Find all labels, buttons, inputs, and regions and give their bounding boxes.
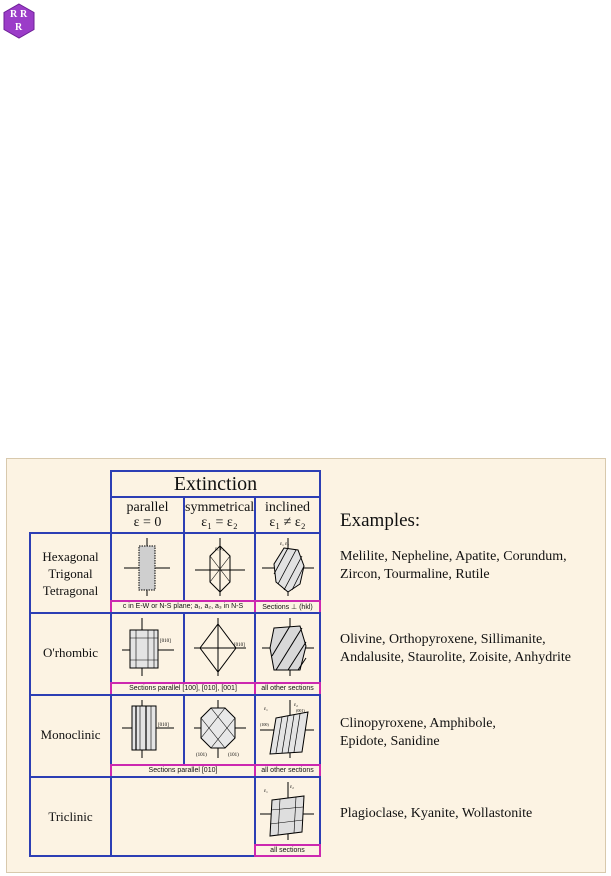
logo-hexagon-icon [3, 3, 35, 39]
sketch-label: ε₂ [294, 703, 298, 708]
sketch-hex-inclined [260, 536, 316, 598]
logo-letter: R [15, 22, 23, 33]
caption-text: all sections [270, 847, 305, 854]
logo-letter: R [10, 9, 18, 20]
sketch-mono-parallel [120, 698, 176, 760]
table-title-cell [110, 470, 321, 498]
caption-text: c in E-W or N-S plane; a₁, a₂, a₃ in N-S [122, 603, 244, 610]
column-formula: ε = 0 [133, 515, 162, 530]
sketch-label: ε₁ ε₂ [280, 542, 289, 547]
caption-text: all other sections [261, 767, 314, 774]
examples-line: Plagioclase, Kyanite, Wollastonite [340, 806, 533, 821]
sketch-label: ε₁ ε₂ [215, 547, 224, 552]
table-title: Extinction [173, 473, 258, 495]
examples-line: Olivine, Orthopyroxene, Sillimanite, [340, 632, 546, 647]
sketch-mono-inclined [258, 698, 316, 760]
row-label-hexagonal [29, 532, 112, 614]
sketch-tri-inclined [258, 780, 316, 842]
column-formula: ε₁ ≠ ε₂ [269, 515, 306, 530]
examples-hexagonal [340, 548, 567, 584]
examples-monoclinic [340, 715, 496, 751]
column-header-parallel [110, 496, 185, 534]
sketch-mono-symmetrical [192, 698, 248, 760]
sketch-orth-parallel [120, 616, 176, 678]
examples-line: Zircon, Tourmaline, Rutile [340, 567, 490, 582]
row-label-orhombic [29, 612, 112, 696]
examples-title: Examples: [340, 510, 421, 531]
row-label-line: Tetragonal [42, 583, 99, 598]
sketch-label: [010] [158, 723, 169, 728]
examples-triclinic [340, 805, 532, 823]
column-header-inclined [254, 496, 321, 534]
column-header-symmetrical [183, 496, 256, 534]
sketch-label: [010] [160, 639, 171, 644]
sketch-label: ε₁ [264, 789, 268, 794]
cell-tri-empty [110, 776, 256, 857]
examples-line: Andalusite, Staurolite, Zoisite, Anhydrite [340, 650, 571, 665]
sketch-label: (101) [228, 753, 239, 758]
column-name: inclined [264, 500, 311, 515]
row-label-triclinic [29, 776, 112, 857]
row-label-line: Triclinic [48, 809, 93, 824]
sketch-label: (101) [196, 753, 207, 758]
sketch-orth-symmetrical [192, 616, 248, 678]
sketch-label: [010] [234, 643, 245, 648]
sketch-label: ε₂ [290, 785, 294, 790]
sketch-label: (001) [296, 708, 305, 713]
row-label-line: Hexagonal [42, 549, 99, 564]
examples-line: Melilite, Nepheline, Apatite, Corundum, [340, 549, 567, 564]
row-label-line: O'rhombic [42, 645, 99, 660]
examples-line: Clinopyroxene, Amphibole, [340, 716, 496, 731]
logo [3, 3, 35, 39]
sketch-label: ε₁ [264, 707, 268, 712]
caption-text: Sections parallel [100], [010], [001] [129, 685, 237, 692]
caption-tri-inclined [254, 844, 321, 857]
row-label-monoclinic [29, 694, 112, 778]
row-label-line: Monoclinic [40, 727, 101, 742]
column-name: parallel [126, 500, 169, 515]
examples-line: Epidote, Sanidine [340, 734, 440, 749]
sketch-hex-parallel [122, 536, 172, 598]
column-name: symmetrical [185, 500, 255, 515]
sketch-orth-inclined [260, 616, 316, 678]
examples-orhombic [340, 631, 571, 667]
sketch-label: (100) [260, 722, 269, 727]
column-formula: ε₁ = ε₂ [201, 515, 238, 530]
caption-text: Sections parallel [010] [148, 767, 218, 774]
sketch-hex-symmetrical [193, 536, 247, 598]
logo-letter: R [20, 9, 28, 20]
caption-text: all other sections [261, 685, 314, 692]
row-label-line: Trigonal [48, 566, 93, 581]
caption-text: Sections ⊥ (hkl) [262, 604, 313, 611]
